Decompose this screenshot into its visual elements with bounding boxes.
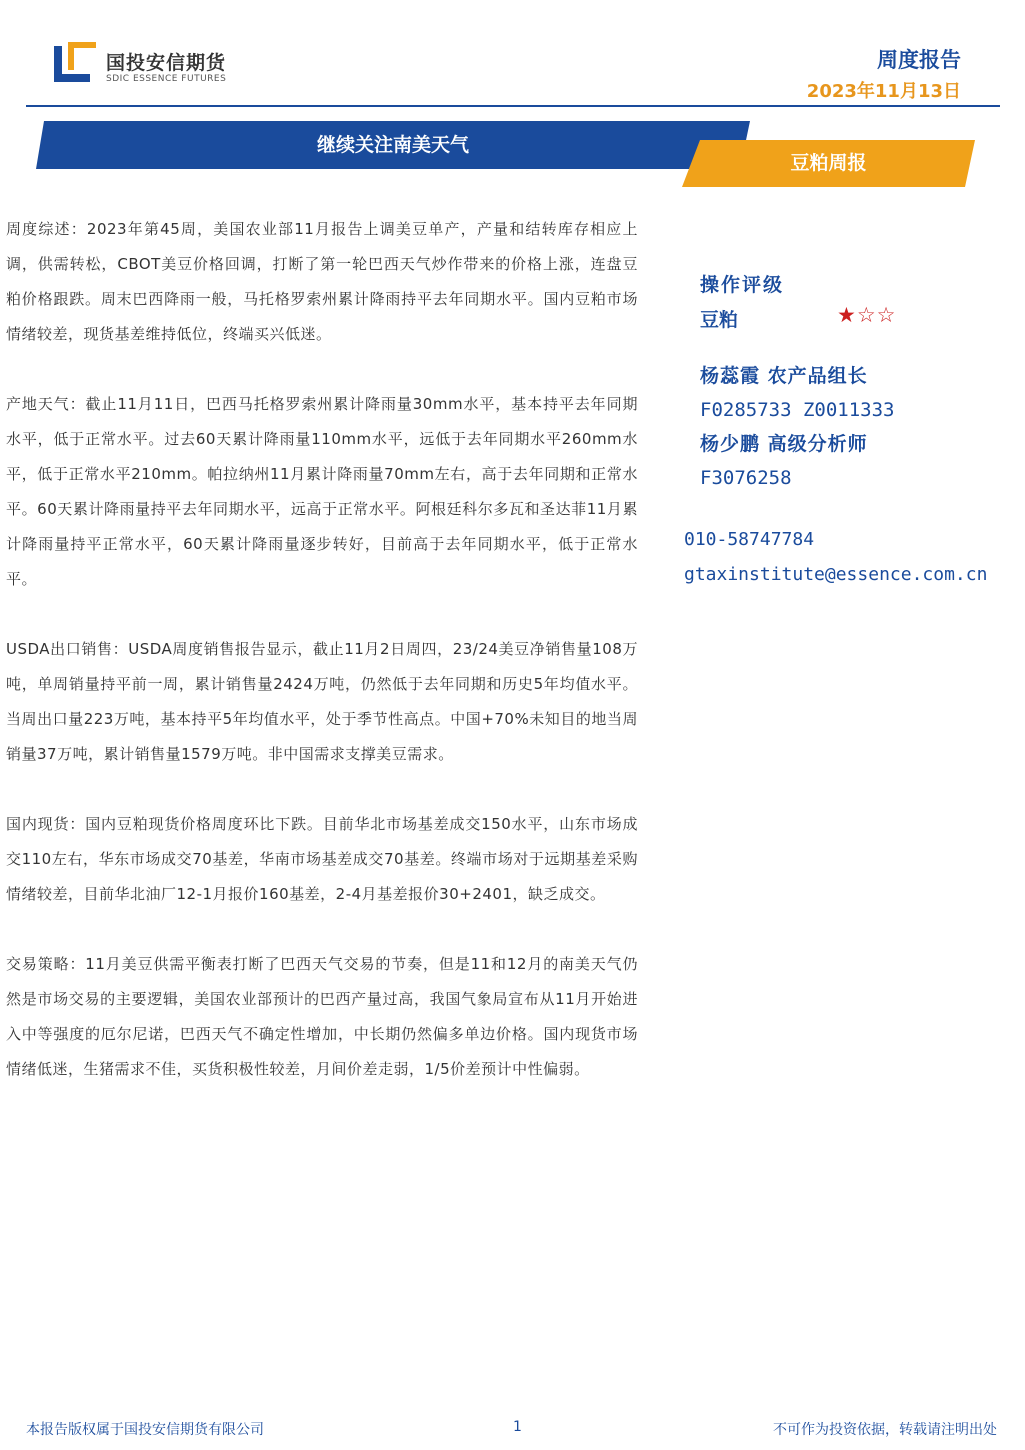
rating-item: 豆粕 <box>700 309 739 331</box>
report-date: 2023年11月13日 <box>806 81 961 102</box>
rating-row <box>700 305 1010 333</box>
sidebar <box>700 270 1010 495</box>
paragraph-origin-weather: 产地天气：截止11月11日，巴西马托格罗索州累计降雨量30mm水平，基本持平去年同期水平，低于正常水平。过去60天累计降雨量110mm水平，远低于去年同期水平260mm水平，低于正常水平210mm。帕拉纳州11月累计降雨量70mm左右，高于去年同期和正常水平。60天累计降雨量持平去年同期水平，远高于正常水平。阿根廷科尔多瓦和圣达菲11月累计降雨量持平正常水平，60天累计降雨量逐步转好，目前高于去年同期水平，低于正常水平。 <box>6 395 638 588</box>
star-rating-icon: ★☆☆ <box>837 303 897 327</box>
rating-label: 操作评级 <box>700 274 785 296</box>
analyst-2-name: 杨少鹏 高级分析师 <box>700 433 868 455</box>
report-category: 豆粕周报 <box>790 152 867 174</box>
paragraph-trading-strategy: 交易策略：11月美豆供需平衡表打断了巴西天气交易的节奏，但是11和12月的南美天气仍然是市场交易的主要逻辑，美国农业部预计的巴西产量过高，我国气象局宣布从11月开始进入中等强度的厄尔尼诺，巴西天气不确定性增加，中长期仍然偏多单边价格。国内现货市场情绪低迷，生猪需求不佳，买货积极性较差，月间价差走弱，1/5价差预计中性偏弱。 <box>6 955 638 1078</box>
analyst-2-cert: F3076258 <box>700 467 792 489</box>
logo-mark-icon <box>54 42 98 86</box>
paragraph-usda-export-sales: USDA出口销售：USDA周度销售报告显示，截止11月2日周四，23/24美豆净销售量108万吨，单周销量持平前一周，累计销售量2424万吨，仍然低于去年同期和历史5年均值水平。当周出口量223万吨，基本持平5年均值水平，处于季节性高点。中国+70%未知目的地当周销量37万吨，累计销售量1579万吨。非中国需求支撑美豆需求。 <box>6 640 638 763</box>
paragraph-domestic-spot: 国内现货：国内豆粕现货价格周度环比下跌。目前华北市场基差成交150水平，山东市场成交110左右，华东市场成交70基差，华南市场基差成交70基差。终端市场对于远期基差采购情绪较差，目前华北油厂12-1月报价160基差，2-4月基差报价30+2401，缺乏成交。 <box>6 815 638 903</box>
paragraph-weekly-summary: 周度综述：2023年第45周，美国农业部11月报告上调美豆单产，产量和结转库存相应上调，供需转松，CBOT美豆价格回调，打断了第一轮巴西天气炒作带来的价格上涨，连盘豆粕价格跟跌。周末巴西降雨一般，马托格罗索州累计降雨持平去年同期水平。国内豆粕市场情绪较差，现货基差维持低位，终端买兴低迷。 <box>6 220 638 343</box>
report-type: 周度报告 <box>877 48 961 72</box>
page-number: 1 <box>513 1419 522 1435</box>
company-name-en: SDIC ESSENCE FUTURES <box>106 74 227 84</box>
analyst-1-name: 杨蕊霞 农产品组长 <box>700 365 868 387</box>
report-title: 继续关注南美天气 <box>316 134 469 156</box>
footer-disclaimer: 不可作为投资依据，转载请注明出处 <box>773 1422 997 1438</box>
contact-phone: 010-58747784 <box>684 529 815 550</box>
company-name-cn: 国投安信期货 <box>106 52 227 74</box>
company-logo <box>54 42 254 88</box>
contact-email[interactable]: gtaxinstitute@essence.com.cn <box>684 564 988 585</box>
header-divider <box>26 105 1000 107</box>
analyst-1-cert: F0285733 Z0011333 <box>700 399 895 421</box>
contact-info <box>684 522 987 592</box>
footer-copyright: 本报告版权属于国投安信期货有限公司 <box>26 1422 264 1438</box>
report-body <box>6 212 638 1122</box>
